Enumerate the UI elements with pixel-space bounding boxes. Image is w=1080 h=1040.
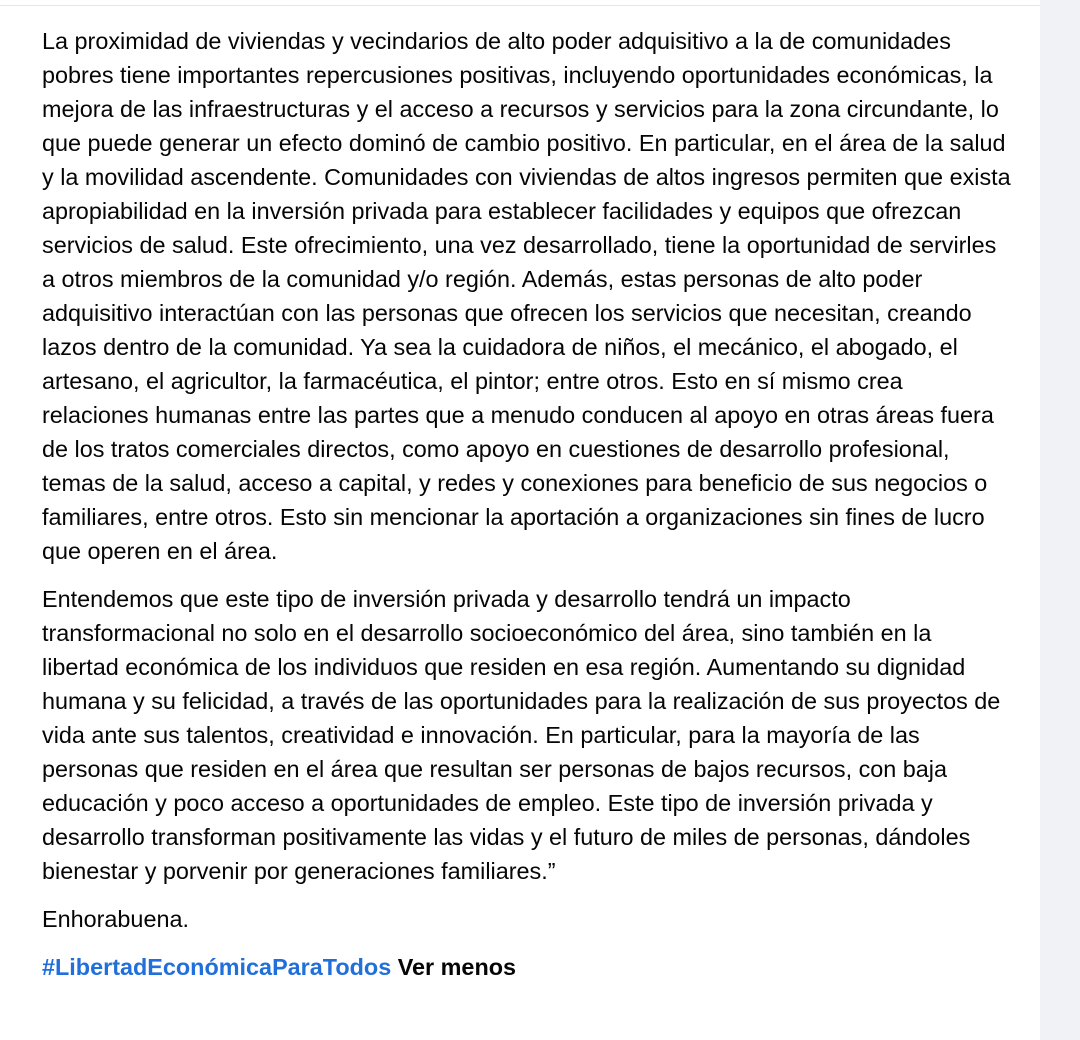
post-paragraph-1: La proximidad de viviendas y vecindarios de alto poder adquisitivo a la de comunidades pobres tiene importantes repercusiones positivas, incluyendo oportunidades económicas, la mejora de las infraestructuras y el acceso a recursos y servicios para la zona circundante, lo que puede generar un efecto dominó de cambio positivo. En particular, en el área de la salud y la movilidad ascendente. Comunidades con viviendas de altos ingresos permiten que exista apropiabilidad en la inversión privada para establecer facilidades y equipos que ofrezcan servicios de salud. Este ofrecimiento, una vez desarrollado, tiene la oportunidad de servirles a otros miembros de la comunidad y/o región. Además, estas personas de alto poder adquisitivo interactúan con las personas que ofrecen los servicios que necesitan, creando lazos dentro de la comunidad. Ya sea la cuidadora de niños, el mecánico, el abogado, el artesano, el agricultor, la farmacéutica, el pintor; entre otros. Esto en sí mismo crea relaciones humanas entre las partes que a menudo conducen al apoyo en otras áreas fuera de los tratos comerciales directos, como apoyo en cuestiones de desarrollo profesional, temas de la salud, acceso a capital, y redes y conexiones para beneficio de sus negocios o familiares, entre otros. Esto sin mencionar la aportación a organizaciones sin fines de lucro que operen en el área.: [42, 28, 1011, 564]
post-paragraph-2: Entendemos que este tipo de inversión privada y desarrollo tendrá un impacto transformacional no solo en el desarrollo socioeconómico del área, sino también en la libertad económica de los individuos que residen en esa región. Aumentando su dignidad humana y su felicidad, a través de las oportunidades para la realización de sus proyectos de vida ante sus talentos, creatividad e innovación. En particular, para la mayoría de las personas que residen en el área que resultan ser personas de bajos recursos, con baja educación y poco acceso a oportunidades de empleo. Este tipo de inversión privada y desarrollo transforman positivamente las vidas y el futuro de miles de personas, dándoles bienestar y porvenir por generaciones familiares.”: [42, 586, 1001, 884]
post-text: [42, 24, 1014, 998]
page-side-gutter: [1040, 0, 1080, 1040]
card-top-divider: [0, 0, 1040, 6]
hashtag-link[interactable]: #LibertadEconómicaParaTodos: [42, 954, 392, 980]
see-less-button[interactable]: Ver menos: [397, 954, 517, 980]
post-paragraph-3: Enhorabuena.: [42, 906, 189, 932]
post-footer-line: [42, 950, 1014, 984]
